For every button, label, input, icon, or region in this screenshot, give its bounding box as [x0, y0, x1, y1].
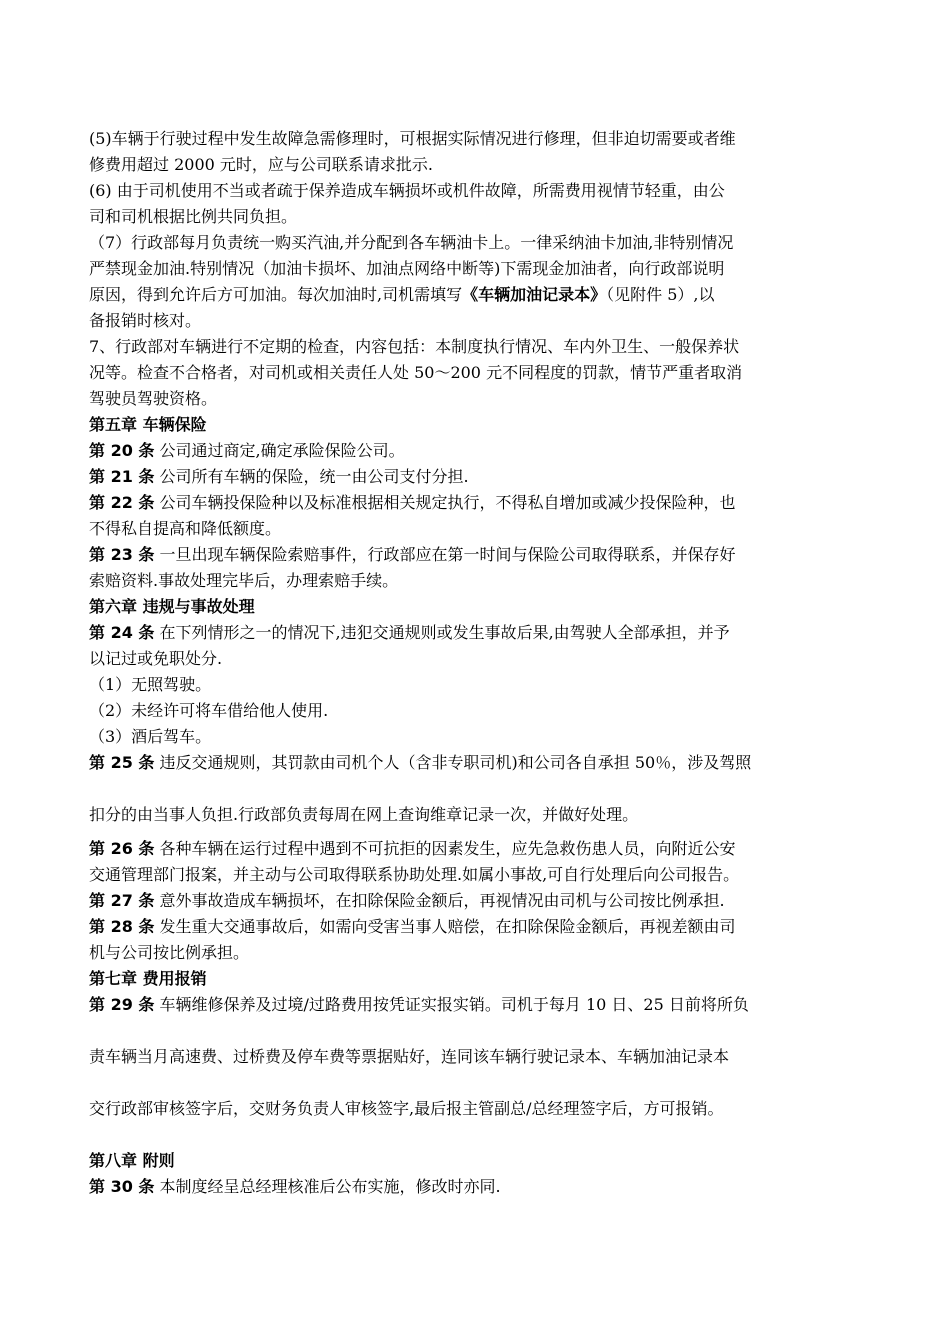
- record-book-title: 《车辆加油记录本》: [462, 285, 607, 304]
- text-line: [89, 750, 864, 776]
- article-text: 公司通过商定,确定承险保险公司。: [154, 441, 405, 460]
- article-29: [89, 992, 864, 1148]
- spacer: [89, 828, 864, 836]
- spacer: [89, 1018, 864, 1044]
- text-line: 机与公司按比例承担。: [89, 943, 250, 962]
- article-21: [89, 464, 864, 490]
- text-line: [89, 490, 864, 516]
- article-24: [89, 620, 864, 672]
- paragraph-6: [89, 178, 864, 230]
- text-line: [89, 282, 864, 308]
- text-line: [89, 992, 864, 1018]
- article-number: 第 23 条: [89, 545, 155, 564]
- article-text: 各种车辆在运行过程中遇到不可抗拒的因素发生，应先急救伤患人员，向附近公安: [154, 839, 736, 858]
- text-line: 7、行政部对车辆进行不定期的检查，内容包括：本制度执行情况、车内外卫生、一般保养状: [89, 337, 740, 356]
- list-item: （2）未经许可将车借给他人使用.: [89, 701, 329, 720]
- paragraph-7: [89, 230, 864, 334]
- article-26: [89, 836, 864, 888]
- text-line: [89, 620, 864, 646]
- paragraph-5: [89, 126, 864, 178]
- text-line: 责车辆当月高速费、过桥费及停车费等票据贴好，连同该车辆行驶记录本、车辆加油记录本: [89, 1047, 730, 1066]
- list: [89, 672, 864, 750]
- article-text: 违反交通规则，其罚款由司机个人（含非专职司机)和公司各自承担 50％，涉及驾照: [154, 753, 752, 772]
- spacer: [89, 776, 864, 802]
- article-23: [89, 542, 864, 594]
- spacer: [89, 1070, 864, 1096]
- article-text: 意外事故造成车辆损坏，在扣除保险金额后，再视情况由司机与公司按比例承担.: [154, 891, 725, 910]
- chapter-heading-6: 第六章 违规与事故处理: [89, 597, 255, 616]
- chapter-heading-5: 第五章 车辆保险: [89, 415, 207, 434]
- article-text: 公司所有车辆的保险，统一由公司支付分担.: [154, 467, 469, 486]
- chapter-heading-7: 第七章 费用报销: [89, 969, 207, 988]
- article-number: 第 22 条: [89, 493, 155, 512]
- text-line: 司和司机根据比例共同负担。: [89, 207, 298, 226]
- article-27: [89, 888, 864, 914]
- chapter-heading-8: 第八章 附则: [89, 1151, 175, 1170]
- spacer: [89, 1122, 864, 1148]
- text-line: 交通管理部门报案，并主动与公司取得联系协助处理.如属小事故,可自行处理后向公司报告。: [89, 865, 740, 884]
- article-22: [89, 490, 864, 542]
- article-25: [89, 750, 864, 836]
- text-line: 况等。检查不合格者，对司机或相关责任人处 50～200 元不同程度的罚款，情节严重者取消: [89, 363, 743, 382]
- text-line: [89, 836, 864, 862]
- text-line: 索赔资料.事故处理完毕后，办理索赔手续。: [89, 571, 399, 590]
- text-line: 修费用超过 2000 元时，应与公司联系请求批示.: [89, 155, 433, 174]
- text-line: 扣分的由当事人负担.行政部负责每周在网上查询维章记录一次，并做好处理。: [89, 805, 639, 824]
- text-line: 不得私自提高和降低额度。: [89, 519, 282, 538]
- article-text: 发生重大交通事故后，如需向受害当事人赔偿，在扣除保险金额后，再视差额由司: [154, 917, 736, 936]
- text-segment: （见附件 5）,以: [606, 285, 715, 304]
- article-30: [89, 1174, 864, 1200]
- text-segment: 原因，得到允许后方可加油。每次加油时,司机需填写: [89, 285, 463, 304]
- paragraph-inspection: [89, 334, 864, 412]
- text-line: [89, 542, 864, 568]
- article-text: 车辆维修保养及过境/过路费用按凭证实报实销。司机于每月 10 日、25 日前将所负: [154, 995, 749, 1014]
- article-number: 第 25 条: [89, 753, 155, 772]
- text-line: (5)车辆于行驶过程中发生故障急需修理时，可根据实际情况进行修理，但非迫切需要或者维: [89, 129, 736, 148]
- text-line: 备报销时核对。: [89, 311, 202, 330]
- text-line: (6) 由于司机使用不当或者疏于保养造成车辆损坏或机件故障，所需费用视情节轻重，由公: [89, 181, 725, 200]
- text-line: 严禁现金加油.特别情况（加油卡损坏、加油点网络中断等)下需现金加油者，向行政部说明: [89, 259, 725, 278]
- article-28: [89, 914, 864, 966]
- list-item: （3）酒后驾车。: [89, 727, 212, 746]
- text-line: 交行政部审核签字后，交财务负责人审核签字,最后报主管副总/总经理签字后，方可报销。: [89, 1099, 724, 1118]
- article-number: 第 21 条: [89, 467, 155, 486]
- article-text: 本制度经呈总经理核准后公布实施，修改时亦同.: [154, 1177, 501, 1196]
- article-number: 第 29 条: [89, 995, 155, 1014]
- article-number: 第 28 条: [89, 917, 155, 936]
- text-line: （7）行政部每月负责统一购买汽油,并分配到各车辆油卡上。一律采纳油卡加油,非特别情况: [89, 233, 734, 252]
- text-line: 驾驶员驾驶资格。: [89, 389, 218, 408]
- article-text: 一旦出现车辆保险索赔事件，行政部应在第一时间与保险公司取得联系，并保存好: [154, 545, 736, 564]
- document-page: [89, 126, 864, 1200]
- article-text: 公司车辆投保险种以及标准根据相关规定执行，不得私自增加或减少投保险种，也: [154, 493, 736, 512]
- list-item: （1）无照驾驶。: [89, 675, 212, 694]
- article-number: 第 27 条: [89, 891, 155, 910]
- article-number: 第 24 条: [89, 623, 155, 642]
- article-number: 第 30 条: [89, 1177, 155, 1196]
- text-line: 以记过或免职处分.: [89, 649, 223, 668]
- text-line: [89, 914, 864, 940]
- article-text: 在下列情形之一的情况下,违犯交通规则或发生事故后果,由驾驶人全部承担，并予: [154, 623, 730, 642]
- article-number: 第 20 条: [89, 441, 155, 460]
- article-20: [89, 438, 864, 464]
- article-number: 第 26 条: [89, 839, 155, 858]
